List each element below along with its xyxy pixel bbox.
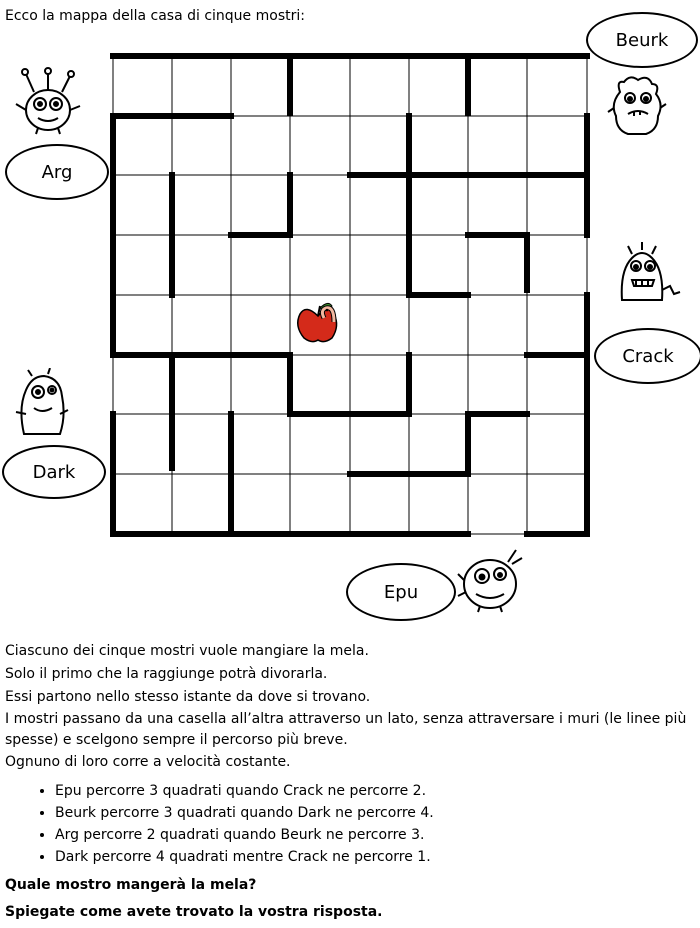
apple-worm-icon	[298, 303, 337, 341]
paragraph: Solo il primo che la raggiunge potrà divorarla.	[5, 666, 328, 682]
label-crack: Crack	[594, 328, 700, 384]
label-beurk: Beurk	[586, 12, 698, 68]
monster-arg-icon	[12, 66, 84, 136]
monster-beurk-icon	[606, 72, 668, 138]
paragraph: Ciascuno dei cinque mostri vuole mangiare la mela.	[5, 643, 369, 659]
rules-list	[5, 780, 695, 868]
list-item: • Beurk percorre 3 quadrati quando Dark ne percorre 4.	[55, 802, 695, 824]
monster-crack-icon	[612, 240, 682, 310]
question: Quale mostro mangerà la mela?	[5, 877, 257, 893]
paragraph: I mostri passano da una casella all’altra attraverso un lato, senza attraversare i muri (le linee più spesse) e scelgono sempre il percorso più breve.	[5, 711, 687, 748]
maze-map	[108, 53, 592, 539]
label-epu: Epu	[346, 563, 456, 621]
instruction: Spiegate come avete trovato la vostra risposta.	[5, 904, 383, 920]
maze-grid	[113, 56, 587, 534]
monster-epu-icon	[456, 544, 526, 614]
list-item: • Dark percorre 4 quadrati mentre Crack ne percorre 1.	[55, 846, 695, 868]
list-item: • Arg percorre 2 quadrati quando Beurk ne percorre 3.	[55, 824, 695, 846]
list-item: • Epu percorre 3 quadrati quando Crack ne percorre 2.	[55, 780, 695, 802]
monster-dark-icon	[12, 368, 72, 440]
intro-text: Ecco la mappa della casa di cinque mostri:	[5, 8, 305, 24]
label-arg: Arg	[5, 144, 109, 200]
label-dark: Dark	[2, 445, 106, 499]
paragraph: Essi partono nello stesso istante da dove si trovano.	[5, 689, 371, 705]
paragraph: Ognuno di loro corre a velocità costante.	[5, 754, 291, 770]
problem-text	[5, 640, 695, 924]
